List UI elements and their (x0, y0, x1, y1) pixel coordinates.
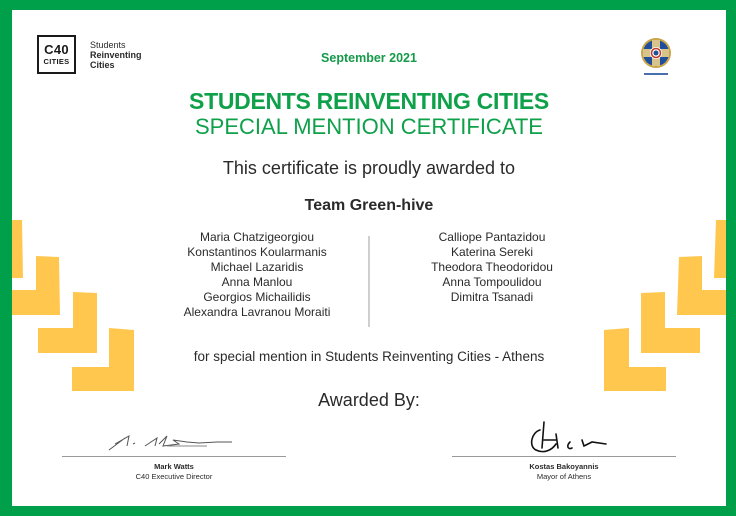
left-decoration (12, 210, 150, 400)
members-list-right (372, 230, 612, 305)
members-list-left (142, 230, 372, 320)
members-divider (368, 236, 370, 327)
signatory-name: Mark Watts (154, 462, 194, 471)
certificate-page (12, 10, 726, 506)
signature-line-left (62, 456, 286, 457)
member-name: Maria Chatzigeorgiou (199, 230, 315, 244)
signatory-name: Kostas Bakoyannis (529, 462, 599, 471)
signature-kostas-bakoyannis-icon (522, 410, 622, 456)
mention-text: for special mention in Students Reinventing Cities - Athens (193, 349, 545, 364)
certificate-date: September 2021 (321, 51, 417, 65)
member-name: Anna Manlou (221, 275, 293, 289)
deco-block (12, 220, 23, 278)
c40-logo-mark: C40 (44, 42, 69, 58)
team-name: Team Green-hive (304, 197, 434, 214)
member-name: Michael Lazaridis (210, 260, 304, 274)
member-name: Dimitra Tsanadi (450, 290, 534, 304)
signature-line-right (452, 456, 676, 457)
program-logo-line1: Students (90, 40, 126, 50)
member-name: Calliope Pantazidou (438, 230, 546, 244)
signatory-role: C40 Executive Director (135, 472, 213, 481)
member-name: Katerina Sereki (450, 245, 534, 259)
c40-logo-cities: CITIES (43, 57, 70, 67)
awarded-by-label: Awarded By: (318, 390, 420, 410)
awarded-to-text: This certificate is proudly awarded to (222, 158, 516, 178)
member-name: Alexandra Lavranou Moraiti (183, 305, 331, 319)
certificate-title: STUDENTS REINVENTING CITIES (189, 88, 549, 114)
signature-mark-watts-icon (107, 410, 247, 456)
member-name: Anna Tompoulidou (442, 275, 542, 289)
certificate-subtitle: SPECIAL MENTION CERTIFICATE (195, 114, 543, 139)
program-logo-line3: Cities (90, 60, 115, 70)
member-name: Georgios Michailidis (203, 290, 311, 304)
signatory-role: Mayor of Athens (536, 472, 592, 481)
deco-block (714, 220, 726, 278)
member-name: Konstantinos Koularmanis (187, 245, 327, 259)
program-logo-line2: Reinventing (90, 50, 142, 60)
member-name: Theodora Theodoridou (431, 260, 553, 274)
